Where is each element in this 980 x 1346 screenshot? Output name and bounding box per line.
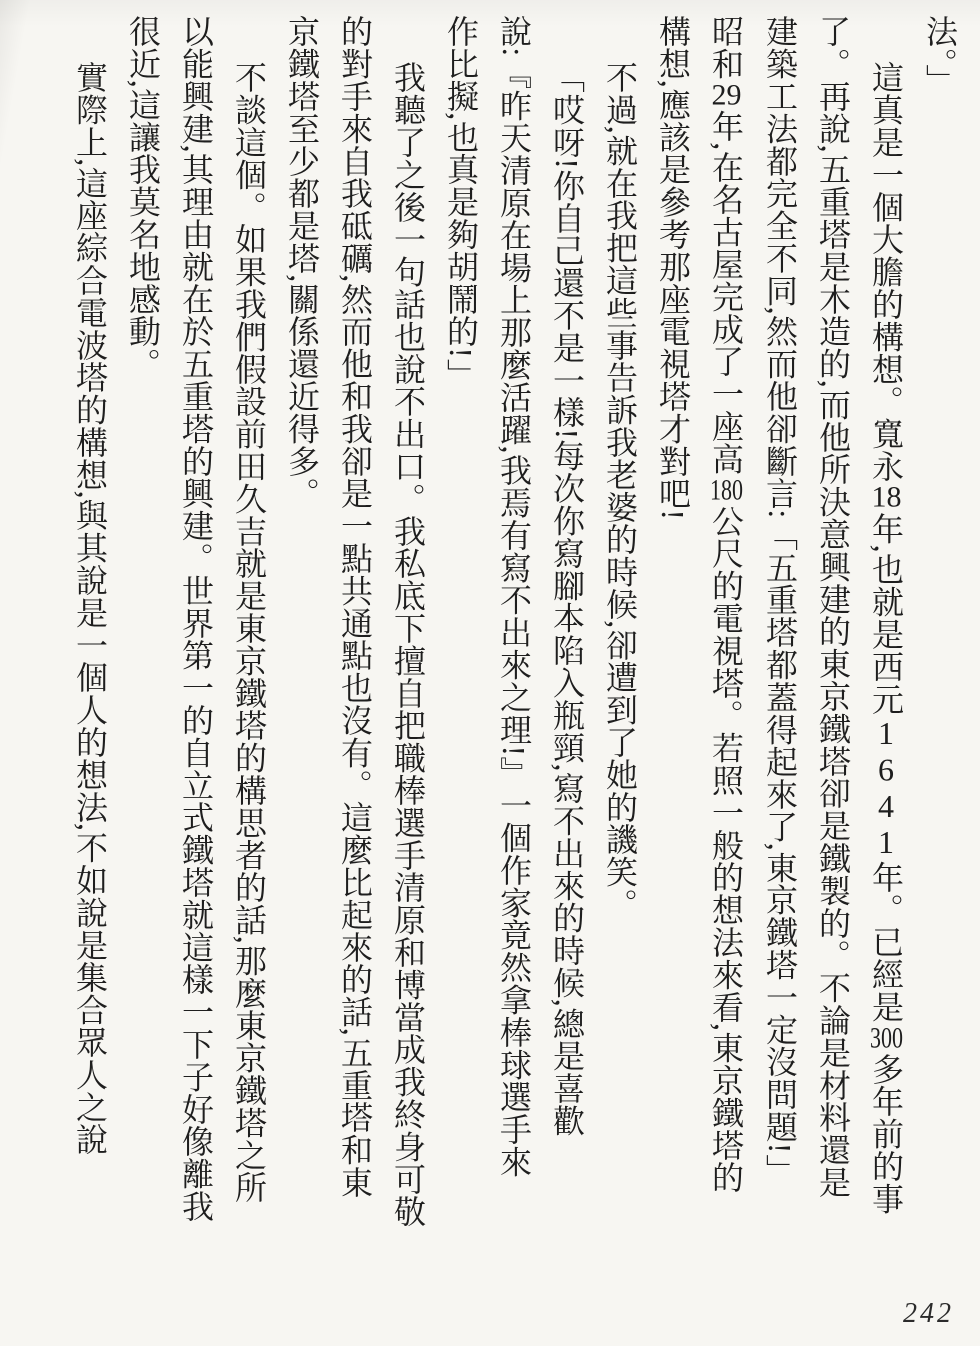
inline-number: 300 [870,1022,903,1053]
text-column: 昭和29年,在名古屋完成了一座高180公尺的電視塔。若照一般的想法來看,東京鐵塔的 [708,15,744,1194]
text-column: 不談這個。如果我們假設前田久吉就是東京鐵塔的構思者的話,那麼東京鐵塔之所 [231,61,267,1204]
text-column: 了。再說,五重塔是木造的,而他所決意興建的東京鐵塔卻是鐵製的。不論是材料還是 [815,15,851,1199]
page-number: 242 [903,1298,954,1329]
text-column: 構想,應該是參考那座電視塔才對吧! [655,15,691,521]
text-column: 實際上,這座綜合電波塔的構想,與其說是一個人的想法,不如說是集合眾人之說 [72,61,108,1156]
text-column: 我聽了之後一句話也說不出口。我私底下擅自把職棒選手清原和博當成我終身可敬 [390,61,426,1228]
text-column: 以能興建,其理由就在於五重塔的興建。世界第一的自立式鐵塔就這樣一下子好像離我 [178,15,214,1223]
text-column: 「哎呀!你自己還不是一樣!每次你寫腳本陷入瓶頸,寫不出來的時候,總是喜歡 [549,61,585,1137]
text-column: 作比擬,也真是夠胡鬧的!」 [443,15,479,391]
text-column: 說:『昨天清原在場上那麼活躍,我焉有寫不出來之理!』一個作家竟然拿棒球選手來 [496,15,532,1178]
text-column: 很近,這讓我莫名地感動。 [125,15,161,380]
inline-number: 18 [871,482,902,513]
inline-number: 29 [711,79,742,110]
text-column: 的對手來自我砥礪,然而他和我卻是一點共通點也沒有。這麼比起來的話,五重塔和東 [337,15,373,1199]
text-column: 法。」 [922,15,958,97]
text-column: 京鐵塔至少都是塔,關係還近得多。 [284,15,320,510]
text-column: 不過,就在我把這些事告訴我老婆的時候,卻遭到了她的譏笑。 [602,61,638,921]
inline-number: 1641 [868,715,904,861]
text-block [63,15,966,1271]
inline-number: 180 [710,474,743,505]
text-column: 建築工法都完全不同,然而他卻斷言:「五重塔都蓋得起來了,東京鐵塔一定沒問題!」 [762,15,798,1187]
text-column: 這真是一個大膽的構想。寬永18年,也就是西元1641年。已經是300多年前的事 [868,61,904,1215]
